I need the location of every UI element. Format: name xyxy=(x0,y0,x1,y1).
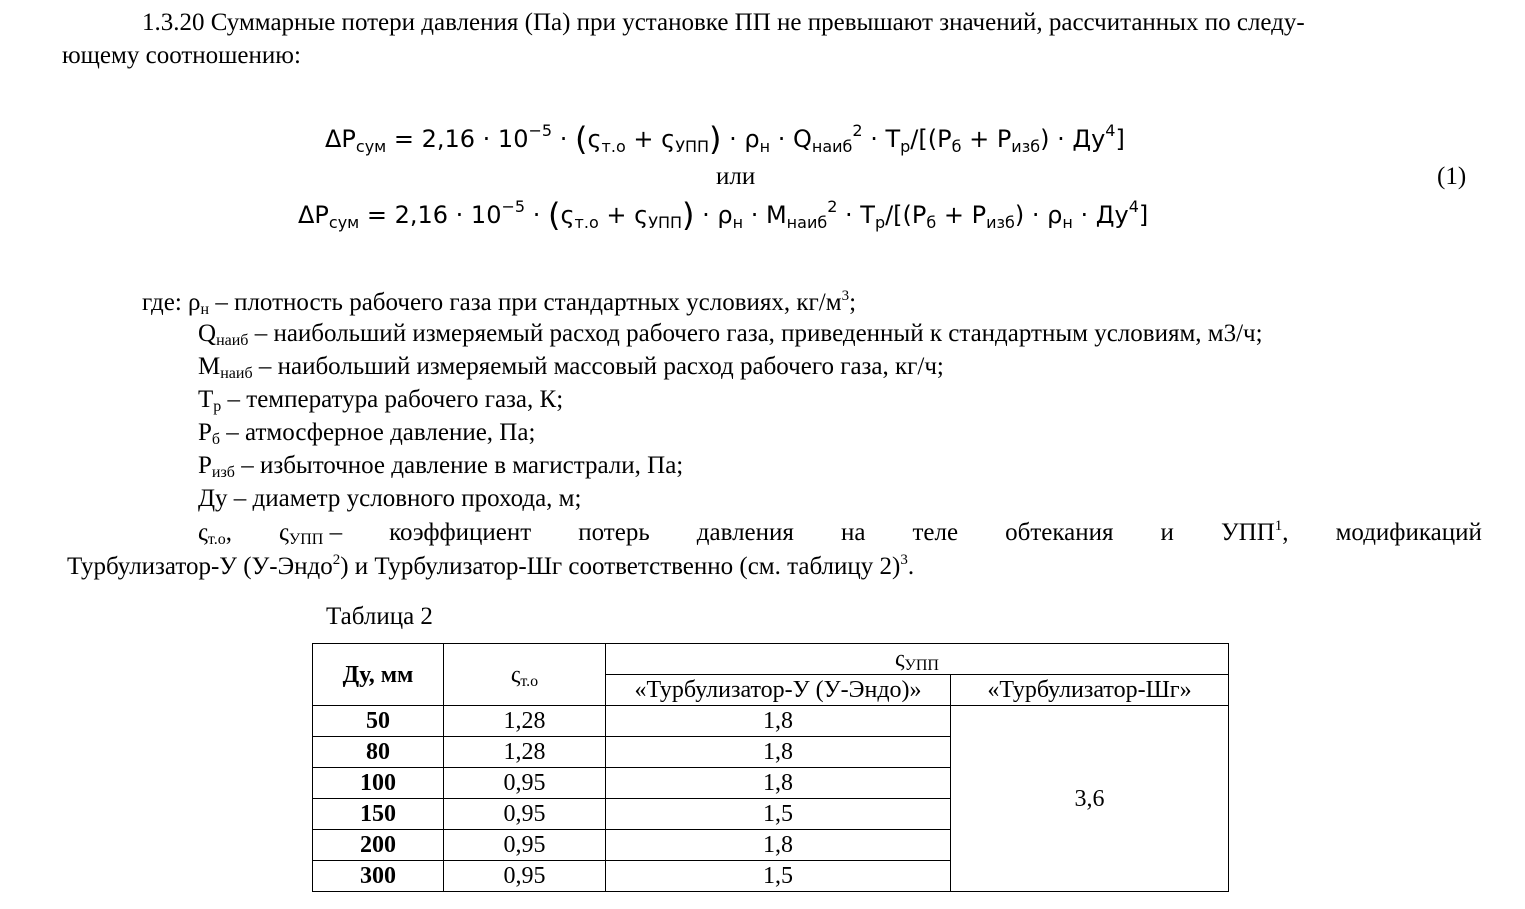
definition-q: $Q_{наиб}$ – наибольший измеряемый расход рабочего газа, приведенный к стандартным условиям, м3/ч; xyxy=(198,320,1263,349)
paragraph-line-1: Суммарные потери давления (Па) при установке ПП не превышают значений, рассчитанных по следу- xyxy=(210,9,1305,36)
cell-du: 300 xyxy=(313,861,444,892)
header-zeta-upp: ςУПП xyxy=(606,644,1229,675)
paragraph-line-2: ющему соотношению: xyxy=(62,42,301,69)
definition-du: Ду – диаметр условного прохода, м; xyxy=(198,485,582,512)
cell-turb-u: 1,5 xyxy=(606,861,951,892)
definition-m: $M_{наиб}$ – наибольший измеряемый массовый расход рабочего газа, кг/ч; xyxy=(198,353,944,382)
cell-zeta-to: 1,28 xyxy=(444,706,606,737)
cell-du: 150 xyxy=(313,799,444,830)
paragraph-1-3-20 xyxy=(62,6,1480,72)
cell-zeta-to: 0,95 xyxy=(444,799,606,830)
cell-du: 200 xyxy=(313,830,444,861)
definition-t: $T_р$ – температура рабочего газа, К; xyxy=(198,386,564,415)
cell-du: 80 xyxy=(313,737,444,768)
table-caption: Таблица 2 xyxy=(326,603,433,630)
header-turbulizator-shg: «Турбулизатор-Шг» xyxy=(951,675,1229,706)
cell-turb-shg: 3,6 xyxy=(951,706,1229,892)
definition-zeta: $\varsigma_{т.о}$, $\varsigma_{УПП}$ – коэффициент потерь давления на теле обтекания и УПП$^1$, модификаций xyxy=(198,518,1482,548)
formula-volumetric: $\Delta P_{сум} = 2,16 \cdot 10^{-5} \cdot (\varsigma_{т.о} + \varsigma_{УПП}) \cdot \rho_н \cdot Q_{наиб}^2 \cdot T_р/[(P_б + P_{изб}) \cdot Ду^4]$ xyxy=(325,120,1125,158)
header-du: Ду, мм xyxy=(313,644,444,706)
cell-du: 50 xyxy=(313,706,444,737)
formula-mass: $\Delta P_{сум} = 2,16 \cdot 10^{-5} \cdot (\varsigma_{т.о} + \varsigma_{УПП}) \cdot \rho_н \cdot M_{наиб}^2 \cdot T_р/[(P_б + P_{изб}) \cdot \rho_н \cdot Ду^4]$ xyxy=(298,196,1149,234)
coefficients-table xyxy=(312,643,1229,892)
definition-pizb: $P_{изб}$ – избыточное давление в магистрали, Па; xyxy=(198,452,684,481)
cell-turb-u: 1,8 xyxy=(606,737,951,768)
equation-number: (1) xyxy=(1437,163,1467,190)
cell-zeta-to: 0,95 xyxy=(444,830,606,861)
header-turbulizator-u: «Турбулизатор-У (У-Эндо)» xyxy=(606,675,951,706)
where-label: где: xyxy=(142,289,182,316)
definition-zeta-continuation: Турбулизатор-У (У-Эндо$^2$) и Турбулизатор-Шг соответственно (см. таблицу 2)$^3$. xyxy=(67,552,915,580)
cell-zeta-to: 0,95 xyxy=(444,768,606,799)
header-zeta-to: ςт.о xyxy=(444,644,606,706)
table-row xyxy=(313,706,1229,737)
cell-zeta-to: 1,28 xyxy=(444,737,606,768)
cell-turb-u: 1,8 xyxy=(606,768,951,799)
where-block: где: $\rho_н$ – плотность рабочего газа при стандартных условиях, $кг/м^3$; xyxy=(142,288,857,318)
formula-or-word: или xyxy=(716,163,756,190)
cell-zeta-to: 0,95 xyxy=(444,861,606,892)
cell-du: 100 xyxy=(313,768,444,799)
definition-pb: $P_б$ – атмосферное давление, Па; xyxy=(198,419,536,448)
cell-turb-u: 1,8 xyxy=(606,706,951,737)
cell-turb-u: 1,5 xyxy=(606,799,951,830)
paragraph-number: 1.3.20 xyxy=(142,9,205,36)
cell-turb-u: 1,8 xyxy=(606,830,951,861)
